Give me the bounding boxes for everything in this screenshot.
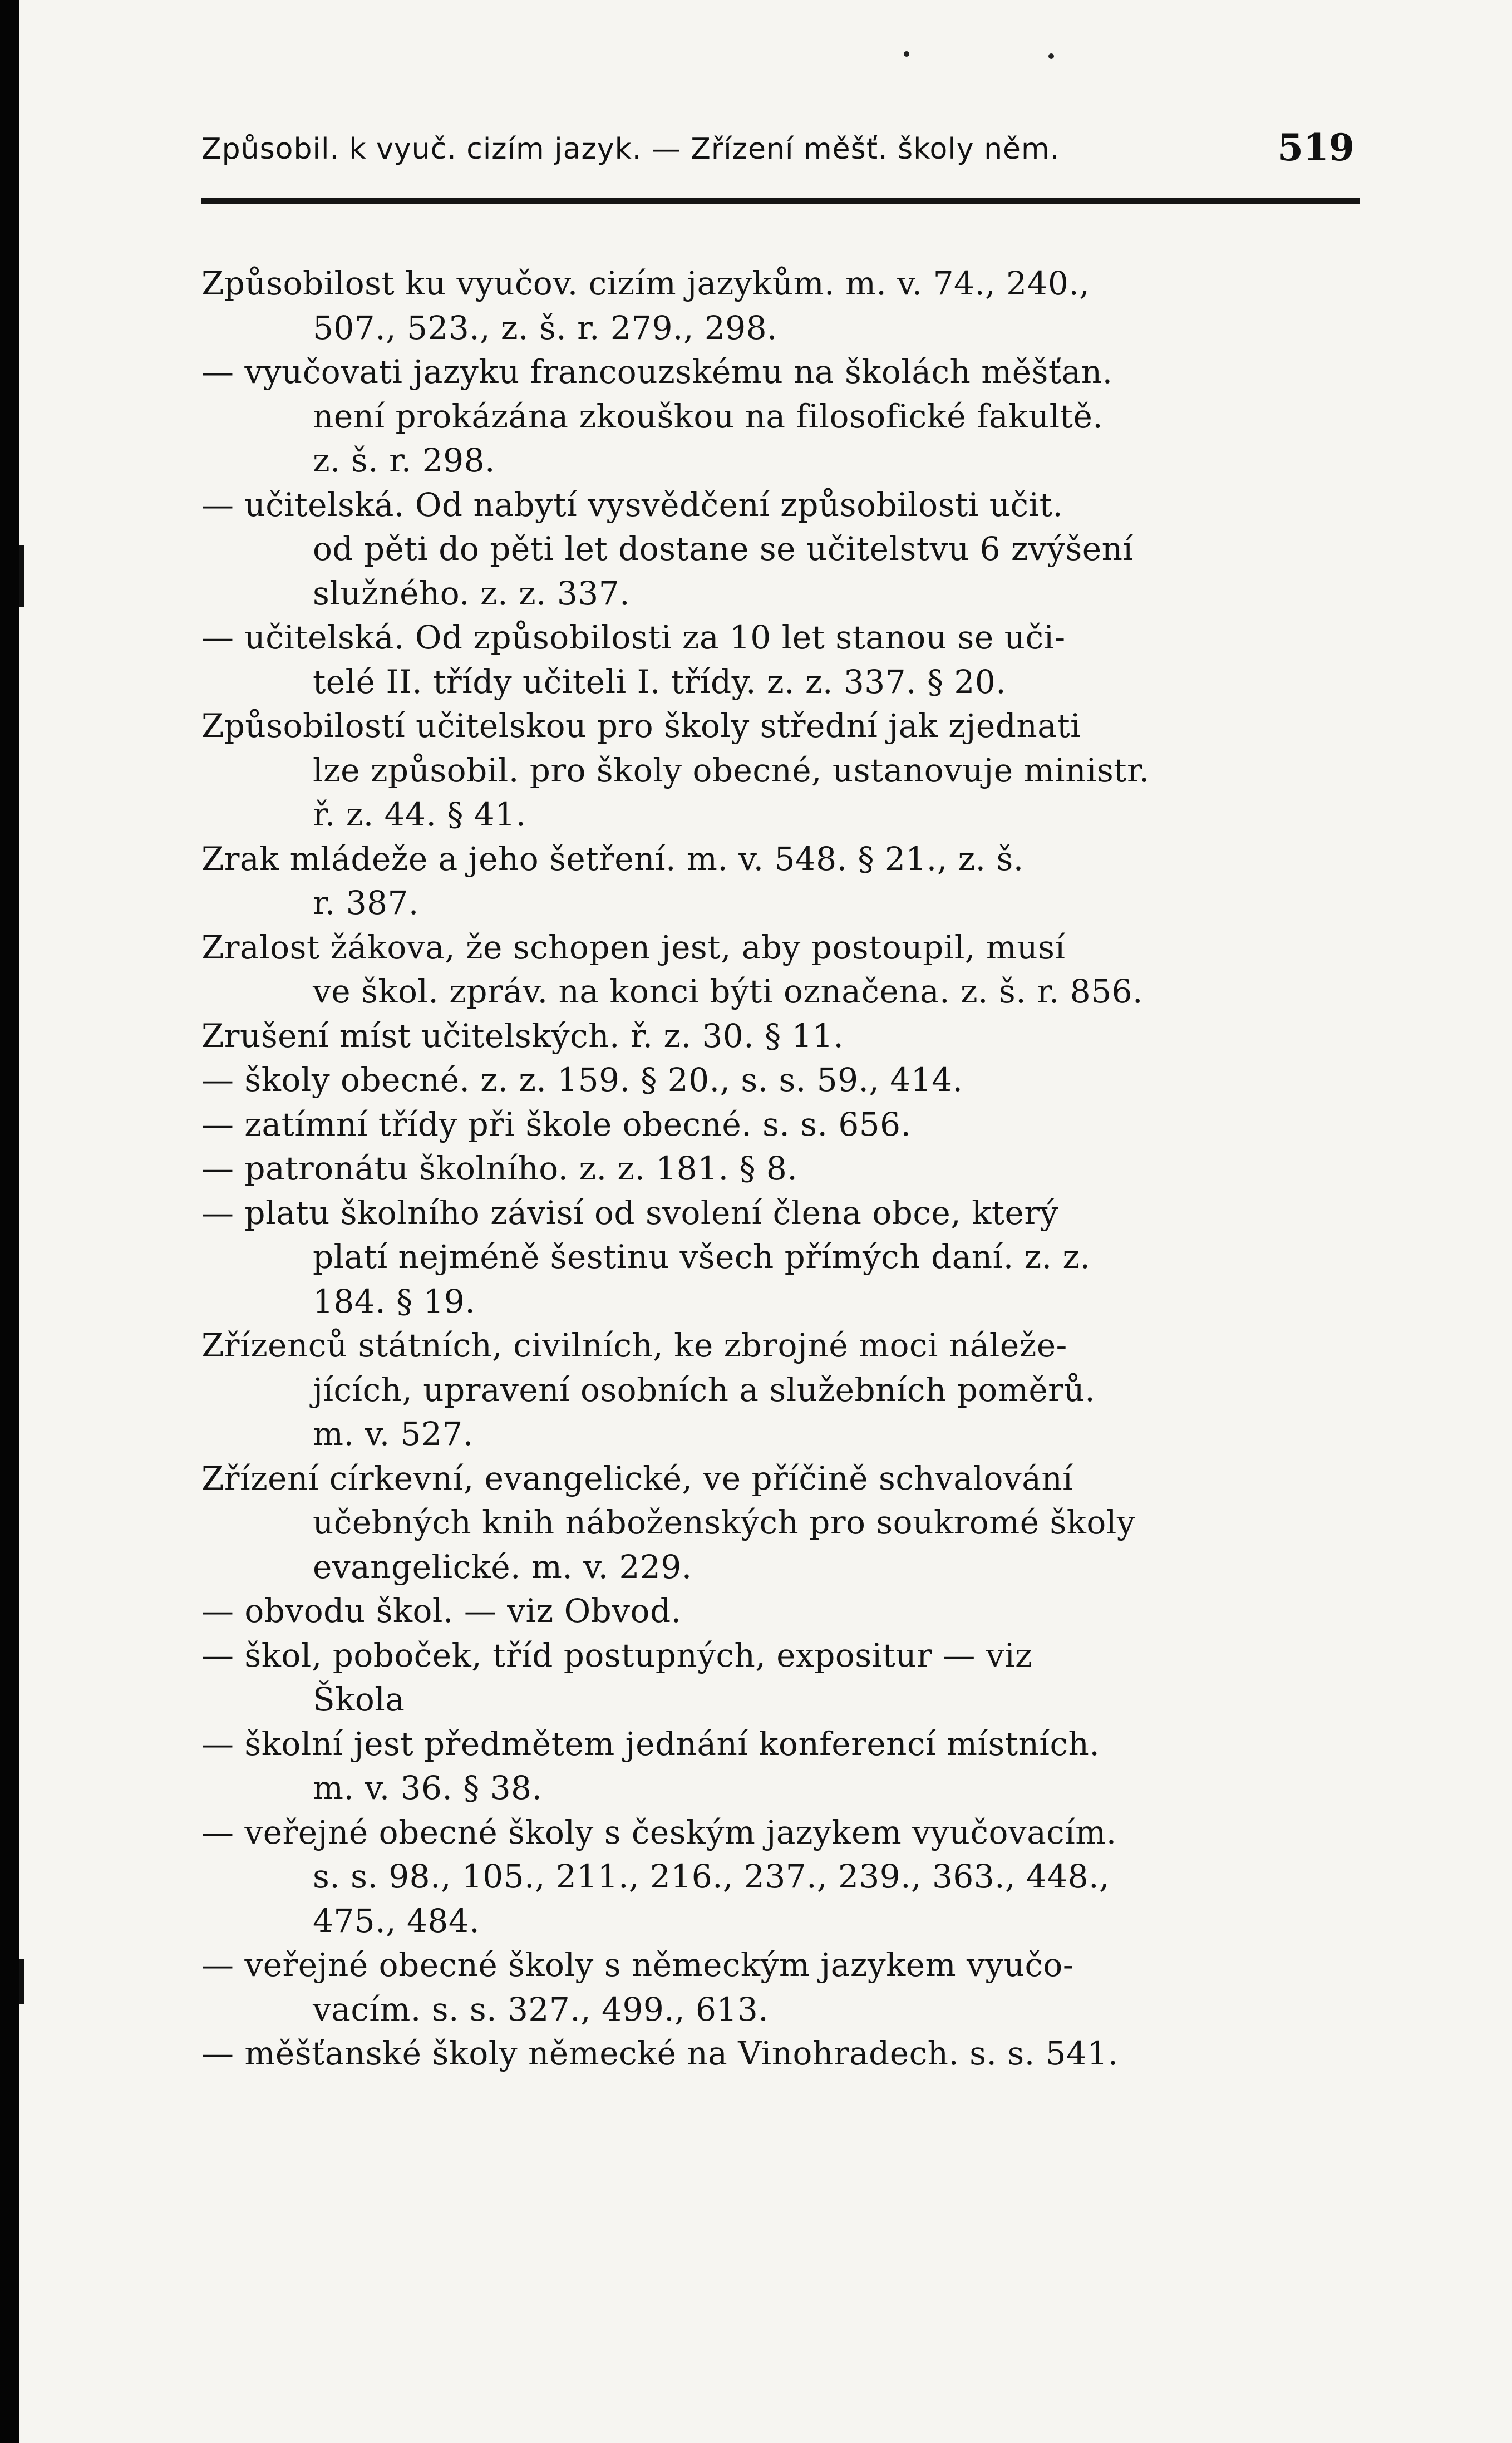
entry-line: — měšťanské školy německé na Vinohradech. s. s. 541. [201,2034,1119,2072]
entry-line: platí nejméně šestinu všech přímých daní. z. z. [313,1238,1091,1276]
header-rule [201,198,1360,204]
entry-line: služného. z. z. 337. [313,574,631,612]
print-speck [904,51,909,57]
entry-line: — učitelská. Od způsobilosti za 10 let stanou se uči- [201,618,1066,656]
scan-edge-mark [19,545,24,607]
entry-line: s. s. 98., 105., 211., 216., 237., 239., 363., 448., [313,1857,1110,1895]
entry-line: — školní jest předmětem jednání konferencí místních. [201,1724,1100,1763]
entry-line: Způsobilostí učitelskou pro školy střední jak zjednati [201,707,1081,745]
entry-line: od pěti do pěti let dostane se učitelstvu 6 zvýšení [313,530,1134,568]
book-page [19,0,1512,2443]
entry-line: — obvodu škol. — viz Obvod. [201,1592,682,1630]
entry-line: ř. z. 44. § 41. [313,795,526,833]
entry-line: vacím. s. s. 327., 499., 613. [313,1990,769,2028]
running-head: Způsobil. k vyuč. cizím jazyk. — Zřízení měšť. školy něm. [201,132,1060,166]
entry-line: — platu školního závisí od svolení člena obce, který [201,1193,1058,1232]
entry-line: Zralost žákova, že schopen jest, aby postoupil, musí [201,928,1066,966]
entry-line: Škola [313,1680,405,1718]
entry-line: lze způsobil. pro školy obecné, ustanovuje ministr. [313,751,1150,789]
entry-line: — učitelská. Od nabytí vysvědčení způsobilosti učit. [201,485,1063,524]
entry-line: — školy obecné. z. z. 159. § 20., s. s. 59., 414. [201,1061,963,1099]
entry-line: Zřízení církevní, evangelické, ve příčině schvalování [201,1459,1073,1497]
print-speck [1048,53,1054,59]
entry-line: učebných knih náboženských pro soukromé školy [313,1503,1136,1541]
entry-line: 475., 484. [313,1901,480,1940]
entry-line: — patronátu školního. z. z. 181. § 8. [201,1149,798,1187]
entry-line: není prokázána zkouškou na filosofické fakultě. [313,397,1104,435]
entry-line: m. v. 36. § 38. [313,1769,543,1807]
entry-line: Zrak mládeže a jeho šetření. m. v. 548. § 21., z. š. [201,839,1024,878]
entry-line: evangelické. m. v. 229. [313,1547,692,1586]
entry-line: Způsobilost ku vyučov. cizím jazykům. m. v. 74., 240., [201,264,1090,302]
entry-line: 507., 523., z. š. r. 279., 298. [313,308,777,347]
entry-line: Zrušení míst učitelských. ř. z. 30. § 11. [201,1016,844,1055]
entry-line: Zřízenců státních, civilních, ke zbrojné moci náleže- [201,1326,1067,1364]
entry-line: — vyučovati jazyku francouzskému na školách měšťan. [201,353,1113,391]
entry-line: jících, upravení osobních a služebních poměrů. [313,1370,1096,1409]
entry-line: 184. § 19. [313,1282,476,1320]
entry-line: — zatímní třídy při škole obecné. s. s. 656. [201,1105,912,1143]
page-number: 519 [1278,126,1355,169]
entry-line: m. v. 527. [313,1415,474,1453]
entry-line: — veřejné obecné školy s německým jazykem vyučo- [201,1946,1074,1984]
entry-line: ve škol. zpráv. na konci býti označena. z. š. r. 856. [313,972,1143,1010]
index-entries [201,262,1381,2076]
entry-line: z. š. r. 298. [313,441,495,479]
entry-line: telé II. třídy učiteli I. třídy. z. z. 337. § 20. [313,662,1007,701]
entry-line: — škol, poboček, tříd postupných, expositur — viz [201,1636,1033,1674]
entry-line: r. 387. [313,884,419,922]
entry-line: — veřejné obecné školy s českým jazykem vyučovacím. [201,1813,1117,1851]
scan-edge-mark [19,1959,24,2004]
